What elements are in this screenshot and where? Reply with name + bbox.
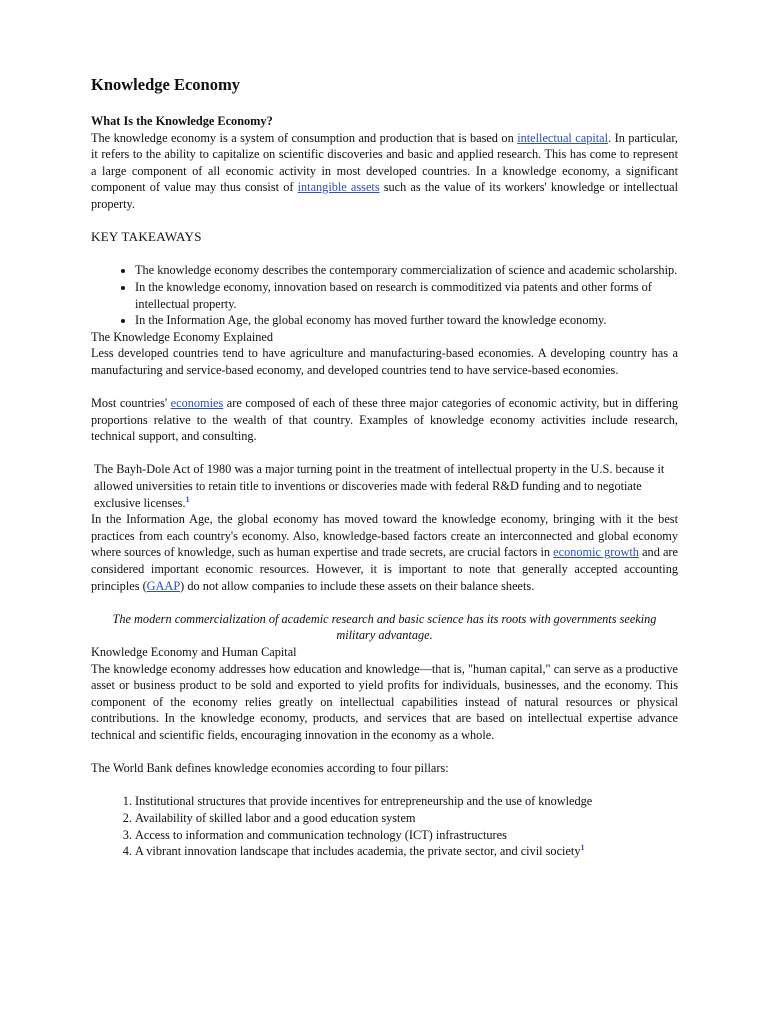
intro-text-1: The knowledge economy is a system of consumption and production that is based on [91,130,518,145]
document-content [91,74,678,860]
intellectual-capital-link[interactable]: intellectual capital [517,130,609,145]
explained-text-2: are composed of each of these three major categories of economic activity, but in differing proportions relative to the wealth of that country. Examples of knowledge economy activities include research, technical support, and consulting. [91,396,678,444]
spacer [91,594,678,611]
list-item [135,843,678,860]
explained-paragraph-1: Less developed countries tend to have agriculture and manufacturing-based economies. A developing country has a manufacturing and service-based economy, and developed countries tend to have service-based economies. [91,346,678,377]
section-heading-human-capital: Knowledge Economy and Human Capital [91,645,297,659]
gaap-link[interactable]: GAAP [146,578,181,593]
info-age-text-3: ) do not allow companies to include these assets on their balance sheets. [180,578,535,593]
intangible-assets-link[interactable]: intangible assets [297,180,380,195]
section-heading-explained: The Knowledge Economy Explained [91,329,274,344]
spacer [91,379,678,396]
intro-text-2: . In particular, it refers to the ability to capitalize on scientific discoveries and basic and applied research. This has come to represent a large component of all economic activity in most developed countries. In a knowledge economy, a significant component of value may thus consist of [91,130,678,195]
human-capital-paragraph: The knowledge economy addresses how education and knowledge—that is, "human capital," can serve as a productive asset or business product to be sold and exported to yield profits for individuals, businesses, and the economy. This component of the economy relies greatly on intellectual capabilities instead of natural resources or physical contributions. In the knowledge economy, products, and services that are based on intellectual expertise advance technical and scientific fields, encouraging innovation in the economy as a whole. [91,661,678,742]
spacer [91,744,678,761]
spacer [91,246,678,263]
list-item: • In the knowledge economy, innovation based on research is commoditized via patents and other forms of intellectual property. [135,279,678,312]
intro-paragraph [91,130,678,213]
bayh-dole-paragraph [91,461,678,511]
bayh-dole-text: The Bayh-Dole Act of 1980 was a major turning point in the treatment of intellectual property in the U.S. because it allowed universities to retain title to inventions or discoveries made with federal R&D funding and to negotiate exclusive licenses. [94,462,665,510]
info-age-text-1: In the Information Age, the global economy has moved toward the knowledge economy, bringing with it the best practices from each country's economy. Also, knowledge-based factors create an interconnected and global economy where sources of knowledge, such as human expertise and trade secrets, are crucial factors in [91,512,678,560]
pillar-4-text: A vibrant innovation landscape that includes academia, the private sector, and civil society [135,844,581,859]
footnote-marker[interactable]: 1 [580,843,585,853]
key-takeaways-heading: KEY TAKEAWAYS [91,229,202,245]
list-item: • In the Information Age, the global economy has moved further toward the knowledge economy. [135,312,678,329]
economies-link[interactable]: economies [170,396,224,411]
spacer [91,213,678,230]
key-takeaways-list [91,262,678,328]
pillars-list [91,793,678,859]
list-item: • The knowledge economy describes the contemporary commercialization of science and academic scholarship. [135,262,678,279]
pull-quote: The modern commercialization of academic research and basic science has its roots with governments seeking military advantage. [112,611,657,643]
explained-paragraph-2 [91,395,678,445]
list-item: 2. Availability of skilled labor and a good education system [135,810,678,827]
spacer [91,445,678,462]
intro-text-3: such as the value of its workers' knowledge or intellectual property. [91,180,678,211]
information-age-paragraph [91,511,678,594]
document-title: Knowledge Economy [91,75,240,94]
world-bank-paragraph: The World Bank defines knowledge economies according to four pillars: [91,761,449,776]
list-item: 3. Access to information and communication technology (ICT) infrastructures [135,827,678,844]
economic-growth-link[interactable]: economic growth [553,545,639,560]
footnote-marker[interactable]: 1 [185,494,190,504]
section-heading-what-is: What Is the Knowledge Economy? [91,114,273,128]
info-age-text-2: and are considered important economic resources. However, it is important to note that generally accepted accounting principles ( [91,545,678,593]
spacer [91,777,678,794]
explained-text-1: Most countries' [91,396,171,411]
list-item: 1. Institutional structures that provide incentives for entrepreneurship and the use of knowledge [135,793,678,810]
